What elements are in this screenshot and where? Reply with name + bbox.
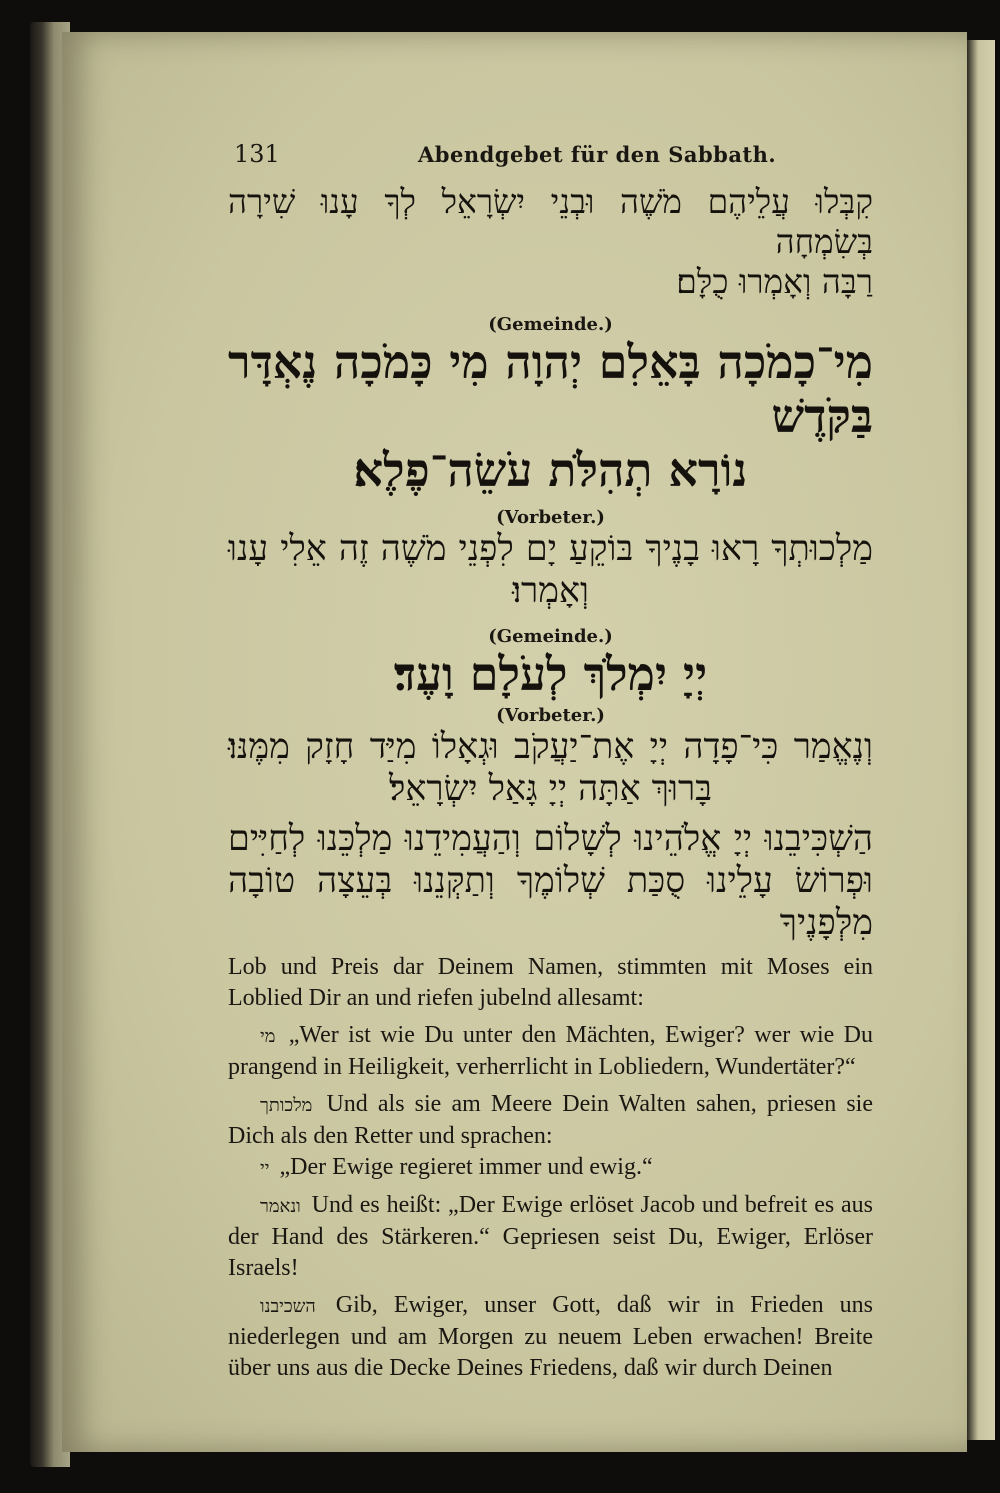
german-paragraph-4-text: „Der Ewige regieret immer und ewig.“ (279, 1154, 653, 1180)
german-paragraph-6-text: Gib, Ewiger, unser Gott, daß wir in Frieden uns niederlegen und am Morgen zu neuem Leben erwachen! Breite über uns aus die Decke Deines Friedens, daß wir durch Deinen (228, 1292, 873, 1381)
label-vorbeter-1: (Vorbeter.) (496, 507, 605, 528)
german-paragraph-6 (228, 1290, 873, 1384)
german-paragraph-5 (228, 1190, 873, 1284)
hebrew-hashkivenu-line-1: הַשְׁכִּיבֵנוּ יְיָ אֱלֹהֵינוּ לְשָׁלוֹם וְהַעֲמִידֵנוּ מַלְכֵּנוּ לְחַיִּים (228, 819, 873, 859)
hebrew-vaneemar-line-1: וְנֶאֱמַר כִּי־פָדָה יְיָ אֶת־יַעֲקֹב וּגְאָלוֹ מִיַּד חָזָק מִמֶּנּוּ׃ (228, 727, 873, 767)
hebrew-cue-hashkivenu: השכיבנו (260, 1296, 316, 1317)
page-header (228, 140, 873, 178)
hebrew-mi-chamocha-line-1: מִי־כָמֹכָה בָּאֵלִם יְהוָה מִי כָּמֹכָה נֶאְדָּר בַּקֹּדֶשׁ (228, 335, 873, 443)
german-paragraph-5-text: Und es heißt: „Der Ewige erlöset Jacob und befreit es aus der Hand des Stärkeren.“ Gepriesen seist Du, Ewiger, Erlöser Israels! (228, 1192, 873, 1281)
hebrew-cue-vaneemar: ונאמר (260, 1196, 301, 1217)
hebrew-malchutcha-line-2: וְאָמְרוּ׃ (512, 571, 589, 611)
german-paragraph-2 (228, 1020, 873, 1083)
book-edge-right (967, 40, 995, 1440)
hebrew-vaneemar-line-2: בָּרוּךְ אַתָּה יְיָ גָּאַל יִשְׂרָאֵל׃ (389, 769, 712, 809)
hebrew-cue-mi: מי (260, 1026, 276, 1047)
label-gemeinde-2: (Gemeinde.) (488, 626, 613, 647)
label-vorbeter-2: (Vorbeter.) (496, 705, 605, 726)
page-number: 131 (234, 140, 280, 168)
hebrew-yimloch: יְיָ יִמְלֹךְ לְעֹלָם וָעֶד׃ (393, 647, 708, 701)
german-translation (228, 952, 873, 1384)
german-paragraph-2-text: „Wer ist wie Du unter den Mächten, Ewiger? wer wie Du prangend in Heiligkeit, verherrlicht in Lobliedern, Wundertäter?“ (228, 1022, 873, 1080)
hebrew-hashkivenu-line-2: וּפְרוֹשׂ עָלֵינוּ סֻכַּת שְׁלוֹמֶךָ וְתַקְּנֵנוּ בְּעֵצָה טוֹבָה מִלְּפָנֶיךָ (228, 861, 873, 943)
german-paragraph-1: Lob und Preis dar Deinem Namen, stimmten mit Moses ein Loblied Dir an und riefen jubelnd allesamt: (228, 954, 873, 1011)
hebrew-malchutcha-line-1: מַלְכוּתְךָ רָאוּ בָנֶיךָ בּוֹקֵעַ יָם לִפְנֵי מֹשֶׁה זֶה אֵלִי עָנוּ (228, 529, 873, 569)
german-paragraph-3-text: Und als sie am Meere Dein Walten sahen, priesen sie Dich als den Retter und sprachen: (228, 1091, 873, 1149)
label-gemeinde-1: (Gemeinde.) (488, 314, 613, 335)
hebrew-cue-adonai: יי (260, 1158, 270, 1179)
running-title: Abendgebet für den Sabbath. (418, 142, 777, 167)
hebrew-cue-malchutcha: מלכותך (260, 1095, 313, 1116)
hebrew-kiblu-line-2: רַבָּה וְאָמְרוּ כֻלָּם׃ (676, 262, 873, 301)
hebrew-kiblu-line-1: קִבְּלוּ עֲלֵיהֶם מֹשֶׁה וּבְנֵי יִשְׂרָאֵל לְךָ עָנוּ שִׁירָה בְּשִׂמְחָה (228, 182, 873, 261)
german-paragraph-4 (228, 1152, 873, 1184)
german-paragraph-3 (228, 1089, 873, 1152)
page-content (228, 140, 873, 1384)
hebrew-mi-chamocha-line-2: נוֹרָא תְהִלֹּת עֹשֵׂה־פֶלֶא׃ (353, 443, 748, 497)
